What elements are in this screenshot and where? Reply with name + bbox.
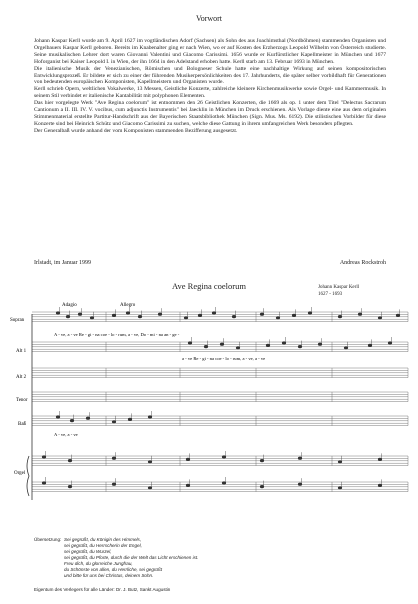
publisher-footer: Eigentum des Verlegers für alle Länder: Dr. J. Butz, Sankt Augustin	[34, 587, 171, 592]
note-head	[292, 314, 295, 316]
note-head	[90, 317, 93, 319]
note-head	[338, 316, 341, 318]
note-head	[378, 317, 381, 319]
note-head	[220, 343, 223, 345]
staff-label-sopran: Sopran	[10, 318, 25, 323]
note-head	[112, 421, 115, 423]
note-head	[128, 418, 131, 420]
note-head	[56, 312, 59, 314]
note-head	[68, 486, 71, 488]
note-head	[188, 342, 191, 344]
note-head	[260, 460, 263, 462]
note-head	[308, 312, 311, 314]
translation-line: sei gegrüßt, du Pforte, durch die der Welt das Licht erschienen ist.	[64, 555, 199, 560]
note-head	[70, 420, 73, 422]
lyrics-alt1: a - ve Re - gi - na coe - lo - rum, a - ve, a - ve	[182, 356, 266, 361]
note-head	[338, 461, 341, 463]
music-score	[10, 296, 410, 526]
note-head	[198, 314, 201, 316]
note-head	[358, 313, 361, 315]
preface-paragraph: Die italienische Musik der Venezianischen, Römischen und Bologneser Schule hatte eine nachhaltige Wirkung auf seinen kompositorischen Entwicklungsprozeß. Er bildete er sich zu einer der führenden Musikerpersönlichkeiten des 17. Jahrhunderts, die später selber vorbildhaft für Generationen von bedeutenden europäischen Komponisten, Kapellmeistern und Organisten wurde.	[34, 65, 386, 86]
note-head	[112, 314, 115, 316]
place-date: Irlstadt, im Januar 1999	[34, 260, 91, 266]
note-head	[368, 344, 371, 346]
translation-line: und bitte für uns bei Christus, deinem Sohn.	[64, 573, 154, 578]
note-head	[126, 312, 129, 314]
note-head	[86, 417, 89, 419]
translation-line: du Schönste von allen, du Herrliche, sei gegrüßt	[64, 567, 163, 572]
lyrics-sopran: A - ve, a - ve Re - gi - na coe - lo - rum, a - ve, Do - mi - na an - ge -	[54, 332, 180, 337]
note-head	[344, 347, 347, 349]
translation-line: Sei gegrüßt, du Königin des Himmels,	[64, 537, 142, 542]
score-title: Ave Regina coelorum	[172, 281, 246, 291]
note-head	[298, 346, 301, 348]
translation-line: sei gegrüßt, du Herrscherin der Engel,	[64, 543, 142, 548]
staff-label-orgel: Orgel	[14, 471, 26, 476]
note-head	[158, 313, 161, 315]
note-head	[318, 343, 321, 345]
preface-author: Andreas Rockstroh	[339, 260, 386, 266]
note-head	[282, 342, 285, 344]
note-head	[68, 460, 71, 462]
note-head	[260, 313, 263, 315]
note-head	[232, 316, 235, 318]
note-head	[56, 416, 59, 418]
staff-label-bass: Baß	[18, 422, 27, 427]
note-head	[236, 347, 239, 349]
staff-lines	[32, 312, 408, 492]
note-head	[42, 456, 45, 458]
note-head	[42, 482, 45, 484]
note-head	[184, 317, 187, 319]
note-head	[148, 461, 151, 463]
note-head	[186, 484, 189, 486]
note-head	[388, 342, 391, 344]
translation-lines	[64, 537, 198, 579]
preface-paragraph: Kerll schrieb Opern, weltlichen Vokalwerke, 13 Messen, Geistliche Konzerte, zahlreiche kleinere Kirchenmusikwerke sowie Orgel- und Kammermusik. In seinem Stil verbindet er italienische Kantabilität mit polyphonen Elementen.	[34, 86, 386, 100]
composer-name: Johann Kaspar Kerll	[318, 285, 360, 290]
note-head	[276, 317, 279, 319]
note-head	[78, 313, 81, 315]
note-head	[298, 457, 301, 459]
translation-label: Übersetzung:	[34, 537, 62, 542]
tempo-mark-adagio: Adagio	[62, 303, 77, 308]
note-head	[378, 484, 381, 486]
note-head	[148, 487, 151, 489]
tempo-mark-allegro: Allegro	[120, 303, 136, 308]
note-head	[266, 344, 269, 346]
organ-brace	[27, 456, 29, 496]
preface-paragraph: Der Generalbaß wurde anhand der vom Komponisten stammenden Bezifferung ausgesetzt.	[34, 127, 238, 134]
page-title: Vorwort	[195, 14, 223, 23]
note-head	[222, 482, 225, 484]
lyrics-bass: A - ve, a - ve	[54, 432, 78, 437]
note-head	[112, 457, 115, 459]
note-head	[148, 416, 151, 418]
note-head	[338, 487, 341, 489]
note-head	[260, 486, 263, 488]
preface-paragraph: Johann Kaspar Kerll wurde am 9. April 1627 im vogtländischen Adorf (Sachsen) als Sohn des aus Joachimsthal (Nordböhmen) stammenden Organisten und Orgelbauers Kaspar Kerll geboren. Bereits im Knabenalter ging er nach Wien, wo er auf Kosten des Erzherzogs Leopold Wilhelm von Österreich studierte. Seine musikalischen Lehrer dort waren Giovanni Valentini und Giacomo Carissimi. 1656 wurde er Kurfürstlicher Kapellmeister in München und 1677 Hoforganist bei Kaiser Leopold I. in Wien, der ihn 1664 in den Adelstand erhoben hatte. Kerll starb am 13. Februar 1693 in München.	[34, 38, 386, 65]
note-head	[66, 316, 69, 318]
note-head	[378, 458, 381, 460]
staff-label-alt2: Alt 2	[16, 375, 27, 380]
note-head	[396, 314, 399, 316]
note-head	[112, 483, 115, 485]
note-head	[212, 312, 215, 314]
staff-label-alt1: Alt 1	[16, 349, 27, 354]
note-head	[186, 458, 189, 460]
translation-line: sei gegrüßt, du Wurzel,	[64, 549, 112, 554]
preface-text	[34, 38, 386, 135]
composer-dates: 1627 - 1693	[318, 291, 343, 297]
note-head	[204, 346, 207, 348]
note-head	[138, 316, 141, 318]
translation-line: Freu dich, du glorreiche Jungfrau,	[64, 561, 133, 566]
note-head	[298, 483, 301, 485]
preface-paragraph: Das hier vorgelegte Werk "Ave Regina coelorum" ist entnommen den 26 Geistlichen Konzerten, die 1669 als op. 1 unter dem Titel "Delectus Sacrarum Cantionum a II. III. IV. V. vocibus, cum adjunctis Instrumentis" bei Jaecklin in München im Druck erschienen. Als Vorlage diente eine aus dem originalen Stimmenmaterial erstellte Partitur-Handschrift aus der Bayerischen Staatsbibliothek München (Sign. Mus. Ms. 6192). Die stilistischen Vorbilder für diese Konzerte sind bei Heinrich Schütz und Giacomo Carissimi zu suchen, welche diese Gattung in ihrem umfangreichen Werk besonders pflegten.	[34, 100, 386, 127]
staff-label-tenor: Tenor	[16, 398, 28, 403]
note-head	[222, 456, 225, 458]
